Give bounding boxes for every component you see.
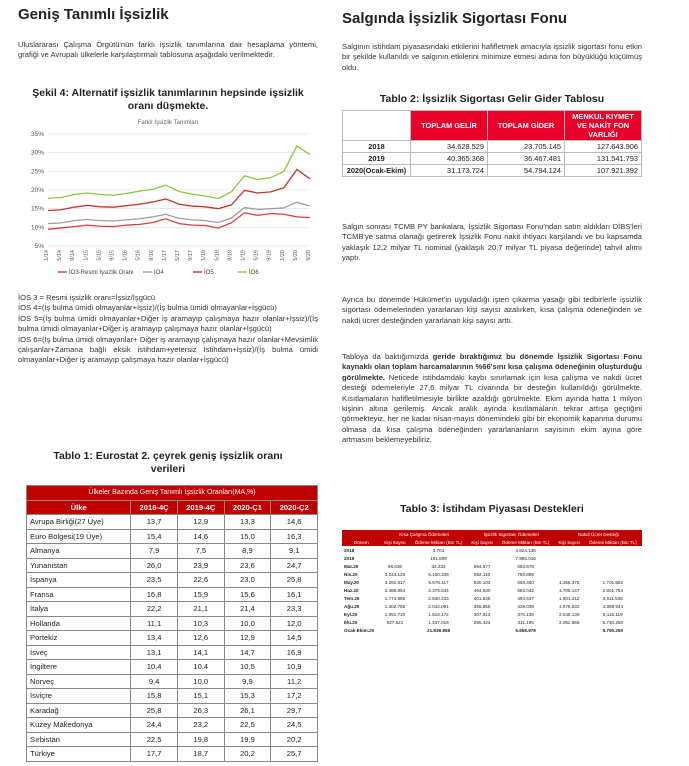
x-tick-label: 9/20 xyxy=(306,250,312,261)
country-cell: İngiltere xyxy=(27,660,131,675)
period-cell: Eki.20 xyxy=(344,619,358,625)
value-cell: 563.042 xyxy=(517,587,534,593)
table1-header-cell: Ülke xyxy=(27,500,131,515)
rate-cell: 12,9 xyxy=(177,515,224,530)
country-cell: Portekiz xyxy=(27,631,131,646)
rate-cell: 26,0 xyxy=(131,558,178,573)
x-tick-label: 1/19 xyxy=(240,250,247,261)
period-cell: Mar.20 xyxy=(344,563,359,569)
table1-row xyxy=(27,674,318,689)
table3-header-cell: Ödeme Miktarı (Bin TL) xyxy=(409,538,467,546)
rate-cell: 24,5 xyxy=(271,718,318,733)
value-cell: 2.045.139 xyxy=(558,611,580,617)
rate-cell: 10,3 xyxy=(177,616,224,631)
legend-label: İO5 xyxy=(204,270,214,276)
line-chart xyxy=(18,118,318,284)
rate-cell: 19,8 xyxy=(177,732,224,747)
x-tick-label: 1/18 xyxy=(201,250,208,261)
rate-cell: 15,1 xyxy=(177,689,224,704)
value-cell xyxy=(381,546,410,554)
value-cell xyxy=(555,554,584,562)
amount-cell: 36.467.481 xyxy=(488,153,565,165)
table3-corner xyxy=(342,530,381,538)
value-cell: 32.232 xyxy=(431,563,446,569)
rate-cell: 16,1 xyxy=(271,587,318,602)
period-cell: Ocak-Ekim.20 xyxy=(344,627,375,633)
country-cell: Hollanda xyxy=(27,616,131,631)
rate-cell: 21,1 xyxy=(177,602,224,617)
value-cell xyxy=(584,562,642,570)
value-cell: 3.243.126 xyxy=(384,571,406,577)
legend-label: İO3-Resmi İşsizlik Oranı xyxy=(69,270,134,276)
rate-cell: 10,5 xyxy=(224,660,271,675)
fund-table xyxy=(342,110,642,177)
table2-header-cell: TOPLAM GİDER xyxy=(488,111,565,141)
table3-header-cell: Kişi Sayısı xyxy=(381,538,410,546)
value-cell: 1.701.582 xyxy=(602,579,623,585)
rate-cell: 16,3 xyxy=(271,529,318,544)
value-cell: 2.640.433 xyxy=(428,595,449,601)
period-cell: Haz.20 xyxy=(344,587,359,593)
period-cell: 2019 xyxy=(344,555,355,561)
table1-row xyxy=(27,703,318,718)
rate-cell: 29,7 xyxy=(271,703,318,718)
value-cell: 311.195 xyxy=(517,619,534,625)
table1-title: Ülkeler Bazında Geniş Tanımlı İşsizlik Oranları(MA,%) xyxy=(27,486,318,501)
value-cell: 594.577 xyxy=(473,563,491,569)
value-cell xyxy=(555,546,584,554)
rate-cell: 9,9 xyxy=(224,674,271,689)
table3-header-cell: Kişi Sayısı xyxy=(468,538,497,546)
rate-cell: 10,0 xyxy=(177,674,224,689)
value-cell xyxy=(555,626,584,634)
value-cell: 530.102 xyxy=(473,579,491,585)
value-cell: 1.358.375 xyxy=(558,579,580,585)
table3-row xyxy=(342,554,642,562)
rate-cell: 15,8 xyxy=(131,689,178,704)
rate-cell: 26,3 xyxy=(177,703,224,718)
value-cell: 464.930 xyxy=(473,587,491,593)
country-cell: İsviçre xyxy=(27,689,131,704)
x-tick-label: 5/16 xyxy=(135,250,142,261)
country-cell: İsveç xyxy=(27,645,131,660)
value-cell: 5.576.117 xyxy=(428,579,449,585)
series-line-0 xyxy=(48,213,310,229)
rate-cell: 13,7 xyxy=(131,515,178,530)
value-cell: 1.976.532 xyxy=(558,603,580,609)
rate-cell: 10,9 xyxy=(271,660,318,675)
table3-header-cell: Ödeme Miktarı (Bin TL) xyxy=(496,538,554,546)
rate-cell: 8,9 xyxy=(224,544,271,559)
y-tick-label: 35% xyxy=(30,131,44,138)
value-cell: 3.611.536 xyxy=(602,595,623,601)
amount-cell: 34.628.529 xyxy=(411,141,488,153)
value-cell: 401.645 xyxy=(473,595,491,601)
period-cell: 2018 xyxy=(344,547,355,553)
table3-row xyxy=(342,602,642,610)
table1-header-cell: 2018-4Ç xyxy=(131,500,178,515)
table3-header-cell: Kişi Sayısı xyxy=(555,538,584,546)
amount-cell: 31.173.724 xyxy=(411,165,488,177)
rate-cell: 16,9 xyxy=(271,645,318,660)
table1-row xyxy=(27,718,318,733)
value-cell: 5.658.979 xyxy=(515,627,536,633)
value-cell: 1.437.019 xyxy=(428,619,449,625)
value-cell: 438.039 xyxy=(517,603,534,609)
rate-cell: 9,1 xyxy=(271,544,318,559)
rate-cell: 23,2 xyxy=(177,718,224,733)
year-cell: 2019 xyxy=(343,153,411,165)
amount-cell: 107.921.392 xyxy=(565,165,642,177)
definitions xyxy=(18,293,318,366)
value-cell: 494.637 xyxy=(517,595,534,601)
table1-row xyxy=(27,515,318,530)
table3-row xyxy=(342,578,642,586)
table3-group-header: Kısa Çalışma Ödemeleri xyxy=(381,530,468,538)
definition-ios6: İOS 6=(İş bulma ümidi olmayanlar+ Diğer iş aramayıp çalışmaya hazır olanlar+Mevsimlik çalışanlar+Zamana bağlı eksik istihdam+yetersiz İstihdam+İşsiz)/(İş bulma ümidi olmayanlar+Diğer iş aramayıp çalışmaya hazır olanlar+İşgücü) xyxy=(18,334,318,365)
country-cell: Sırbistan xyxy=(27,732,131,747)
table1-row xyxy=(27,573,318,588)
table3-row xyxy=(342,610,642,618)
y-tick-label: 30% xyxy=(30,149,44,157)
table1-row xyxy=(27,631,318,646)
rate-cell: 13,4 xyxy=(131,631,178,646)
country-cell: Türkiye xyxy=(27,747,131,762)
definition-ios3: İOS 3 = Resmi işsizlik oranı=İşsiz/İşgücü xyxy=(18,293,156,302)
value-cell: 1.705.147 xyxy=(558,587,580,593)
value-cell: 5.116.119 xyxy=(602,611,623,617)
x-tick-label: 1/15 xyxy=(83,250,90,261)
country-cell: İspanya xyxy=(27,573,131,588)
table3-row xyxy=(342,626,642,634)
rate-cell: 14,7 xyxy=(224,645,271,660)
table3-row xyxy=(342,570,642,578)
value-cell xyxy=(555,562,584,570)
value-cell: 5.100.339 xyxy=(428,571,449,577)
value-cell: 2.042.091 xyxy=(428,603,449,609)
table3-header-cell: Ödeme Miktarı (Bin TL) xyxy=(584,538,642,546)
rate-cell: 10,0 xyxy=(224,616,271,631)
table1-row xyxy=(27,660,318,675)
right-heading: Salgında İşsizlik Sigortası Fonu xyxy=(342,10,568,27)
table2-header-cell: MENKUL KIYMET VE NAKİT FON VARLIĞI xyxy=(565,111,642,141)
rate-cell: 22,6 xyxy=(177,573,224,588)
right-intro: Salgının istihdam piyasasındaki etkilerini hafifletmek amacıyla işsizlik sigortası fonu etkin bir şekilde kullanıldı ve salgının etkilerini minimize etmesi adına fon büyüklüğü küçülmüş oldu. xyxy=(342,42,642,72)
value-cell: 683.678 xyxy=(517,563,534,569)
x-tick-label: 1/16 xyxy=(122,250,129,261)
rate-cell: 12,9 xyxy=(224,631,271,646)
table2-header-cell xyxy=(343,111,411,141)
year-cell: 2020(Ocak-Ekim) xyxy=(343,165,411,177)
para-analysis-bold: geride bıraktığımız bu dönemde İşsizlik Sigortası Fonu kaynaklı olan toplam harcamalarının %66'sını kısa çalışma ödeneğinin oluşturduğu görülmekte. xyxy=(342,352,642,382)
country-cell: İtalya xyxy=(27,602,131,617)
period-cell: Nis.20 xyxy=(344,571,358,577)
value-cell xyxy=(468,546,497,554)
value-cell: 3.375.844 xyxy=(428,587,449,593)
x-tick-label: 5/15 xyxy=(96,250,103,261)
rate-cell: 21,4 xyxy=(224,602,271,617)
rate-cell: 15,0 xyxy=(224,529,271,544)
table2-row xyxy=(343,141,642,153)
table2-caption: Tablo 2: İşsizlik Sigortası Gelir Gider Tablosu xyxy=(379,93,605,105)
table1-row xyxy=(27,602,318,617)
table2-header-cell: TOPLAM GELİR xyxy=(411,111,488,141)
value-cell: 1.302.755 xyxy=(384,603,406,609)
value-cell: 656.460 xyxy=(517,579,534,585)
rate-cell: 10,4 xyxy=(177,660,224,675)
rate-cell: 9,4 xyxy=(131,674,178,689)
country-cell: Fransa xyxy=(27,587,131,602)
eurostat-table xyxy=(26,485,318,762)
value-cell xyxy=(584,570,642,578)
figure-caption: Şekil 4: Alternatif işsizlik tanımlarının hepsinde işsizlik oranı düşmekte. xyxy=(32,87,304,112)
rate-cell: 23,3 xyxy=(271,602,318,617)
para-analysis xyxy=(342,352,642,446)
value-cell xyxy=(468,626,497,634)
rate-cell: 12,6 xyxy=(177,631,224,646)
table3-header-cell: Dönem xyxy=(342,538,381,546)
table3-row xyxy=(342,546,642,554)
country-cell: Kuzey Makedonya xyxy=(27,718,131,733)
value-cell: 7.985.016 xyxy=(515,555,536,561)
value-cell: 4.824.136 xyxy=(515,547,536,553)
chart-title: Farklı İşsizlik Tanımları xyxy=(137,120,199,126)
rate-cell: 20,2 xyxy=(224,747,271,762)
rate-cell: 24,4 xyxy=(131,718,178,733)
x-tick-label: 5/18 xyxy=(214,250,221,261)
x-tick-label: 5/20 xyxy=(292,250,299,261)
amount-cell: 127.643.906 xyxy=(565,141,642,153)
value-cell: 307.812 xyxy=(473,611,491,617)
rate-cell: 11,1 xyxy=(131,616,178,631)
rate-cell: 15,4 xyxy=(131,529,178,544)
rate-cell: 22,5 xyxy=(224,718,271,733)
value-cell: 181.809 xyxy=(430,555,447,561)
table2-row xyxy=(343,153,642,165)
table1-row xyxy=(27,645,318,660)
table1-row xyxy=(27,732,318,747)
table1-row xyxy=(27,558,318,573)
x-tick-label: 1/17 xyxy=(161,250,168,261)
period-cell: Ağu.20 xyxy=(344,603,360,609)
country-cell: Euro Bölgesi(19 Üye) xyxy=(27,529,131,544)
para-analysis-pre: Tabloya da baktığımızda xyxy=(342,352,433,361)
value-cell xyxy=(381,626,410,634)
table3-row xyxy=(342,594,642,602)
x-tick-label: 5/14 xyxy=(57,250,64,261)
table1-row xyxy=(27,747,318,762)
period-cell: Eyl.20 xyxy=(344,611,358,617)
x-tick-label: 9/16 xyxy=(148,250,155,261)
rate-cell: 23,9 xyxy=(177,558,224,573)
table1-header-cell: 2019-4Ç xyxy=(177,500,224,515)
value-cell: 5.750.250 xyxy=(602,627,623,633)
rate-cell: 22,5 xyxy=(131,732,178,747)
rate-cell: 10,4 xyxy=(131,660,178,675)
value-cell: 750.895 xyxy=(517,571,534,577)
legend-label: İO4 xyxy=(154,270,164,276)
amount-cell: 23.705.145 xyxy=(488,141,565,153)
value-cell: 4.398.944 xyxy=(602,603,623,609)
year-cell: 2018 xyxy=(343,141,411,153)
table1-row xyxy=(27,544,318,559)
amount-cell: 131.541.793 xyxy=(565,153,642,165)
table3-row xyxy=(342,586,642,594)
value-cell xyxy=(584,546,642,554)
y-tick-label: 10% xyxy=(30,224,44,232)
rate-cell: 11,2 xyxy=(271,674,318,689)
value-cell: 1.774.865 xyxy=(384,595,406,601)
rate-cell: 15,9 xyxy=(177,587,224,602)
table3-group-header: Nakdi Ücret Desteği xyxy=(555,530,642,538)
rate-cell: 14,6 xyxy=(271,515,318,530)
table3-group-header: İşsizlik Sigortası Ödemeleri xyxy=(468,530,555,538)
y-tick-label: 20% xyxy=(30,187,44,194)
x-tick-label: 9/15 xyxy=(109,250,116,261)
table3-row xyxy=(342,562,642,570)
rate-cell: 14,6 xyxy=(177,529,224,544)
x-tick-label: 1/14 xyxy=(44,250,50,261)
period-cell: Tem.20 xyxy=(344,595,360,601)
para-tcmb: Salgın sonrası TCMB PY bankalara, İşsizlik Sigortası Fonu'ndan satın aldıkları DİBS'leri TCMB'ye satma olanağı getirerek İşsizlik Fonu nakit ihtiyacı karşılandı ve bu kapsamda yaklaşık 12,2 milyar TL nominal (yaklaşık 20,7 milyar TL piyasa değerinde) tahvil alımı yaptı. xyxy=(342,222,642,263)
definition-ios4: İOS 4=(İş bulma ümidi olmayanlar+İşsiz)/(İş bulma ümidi olmayanlar+İşgücü) xyxy=(18,303,277,313)
value-cell: 3.282.817 xyxy=(384,579,406,585)
rate-cell: 25,8 xyxy=(131,703,178,718)
table1-row xyxy=(27,689,318,704)
table1-caption: Tablo 1: Eurostat 2. çeyrek geniş işsizlik oranı verileri xyxy=(53,450,283,475)
table1-row xyxy=(27,529,318,544)
rate-cell: 14,5 xyxy=(271,631,318,646)
value-cell: 3.701 xyxy=(432,547,445,553)
rate-cell: 17,2 xyxy=(271,689,318,704)
left-intro: Uluslararası Çalışma Örgütü'nün farklı işsizlik tanımlarına dair hesaplama yöntemi, grafiği ve Avrupalı ülkelerle karşılaştırmalı tablosuna aşağıdaki verilmektedir. xyxy=(18,40,318,60)
table3-caption: Tablo 3: İstihdam Piyasası Destekleri xyxy=(400,503,584,515)
country-cell: Avrupa Birliği(27 Üye) xyxy=(27,515,131,530)
value-cell: 370.135 xyxy=(517,611,534,617)
rate-cell: 13,3 xyxy=(224,515,271,530)
value-cell: 2.486.854 xyxy=(384,587,406,593)
rate-cell: 23,0 xyxy=(224,573,271,588)
employment-support-table xyxy=(342,530,642,634)
rate-cell: 18,7 xyxy=(177,747,224,762)
table1-row xyxy=(27,616,318,631)
value-cell: 2.082.668 xyxy=(558,619,580,625)
rate-cell: 13,1 xyxy=(131,645,178,660)
table1-header-cell: 2020-Ç2 xyxy=(271,500,318,515)
x-tick-label: 9/17 xyxy=(188,250,195,261)
para-measures: Ayrıca bu dönemde Hükümet'in uyguladığı işten çıkarma yasağı gibi tedbirlerle işsizlik sigortası ödemelerinden yararlanan kişi sayısı azalırken, kısa çalışma ödeneğinden ve nakdi ücret desteğinden yararlanan kişi sayısı arttı. xyxy=(342,295,642,325)
rate-cell: 22,2 xyxy=(131,602,178,617)
value-cell: 21.839.858 xyxy=(427,627,451,633)
table1-row xyxy=(27,587,318,602)
value-cell: 1.616.172 xyxy=(428,611,449,617)
left-heading: Geniş Tanımlı İşsizlik xyxy=(18,6,169,23)
rate-cell: 14,1 xyxy=(177,645,224,660)
rate-cell: 23,6 xyxy=(224,558,271,573)
value-cell: 2.801.754 xyxy=(602,587,623,593)
rate-cell: 7,9 xyxy=(131,544,178,559)
rate-cell: 12,0 xyxy=(271,616,318,631)
y-tick-label: 15% xyxy=(30,205,44,213)
x-tick-label: 9/14 xyxy=(70,250,77,261)
value-cell xyxy=(555,570,584,578)
x-tick-label: 5/17 xyxy=(175,250,181,261)
value-cell xyxy=(468,554,497,562)
country-cell: Yunanistan xyxy=(27,558,131,573)
y-tick-label: 5% xyxy=(34,243,44,250)
value-cell: 1.901.212 xyxy=(558,595,580,601)
rate-cell: 16,8 xyxy=(131,587,178,602)
value-cell: 5.730.250 xyxy=(602,619,623,625)
rate-cell: 15,3 xyxy=(224,689,271,704)
value-cell: 927.621 xyxy=(386,619,404,625)
value-cell: 356.858 xyxy=(473,603,491,609)
period-cell: May.20 xyxy=(344,579,359,585)
rate-cell: 15,6 xyxy=(224,587,271,602)
x-tick-label: 1/20 xyxy=(279,250,286,261)
value-cell xyxy=(381,554,410,562)
value-cell: 1.051.710 xyxy=(384,611,406,617)
rate-cell: 25,8 xyxy=(271,573,318,588)
rate-cell: 24,7 xyxy=(271,558,318,573)
rate-cell: 20,2 xyxy=(271,732,318,747)
value-cell: 592.110 xyxy=(473,571,491,577)
table2-row xyxy=(343,165,642,177)
value-cell xyxy=(584,554,642,562)
para-analysis-post: Neticede istihdamdaki kaybı sınırlamak için kısa çalışma ve nakdi ücret desteği ödemeleriyle 27,6 milyar TL civarında bir desteğin kullanıldığı görülmekte. Kısıtlamaların hafifletilmesiyle birlikte azaldığı görülmekte. Ekim ayında hatta 1 milyon kişinin altına gerilemiş. Ancak aralık ayında kısıtlamaların tekrar artışa geçtiğini görmekteyiz, her ne kadar nisan-mayıs dönemindeki gibi bir ekonomik kapanma durumu olmasa da kısa çalışma ödeneğinden yararlananların sayısının ekim ayına göre artmasını beklemeyebiliriz. xyxy=(342,372,642,445)
country-cell: Norveç xyxy=(27,674,131,689)
country-cell: Almanya xyxy=(27,544,131,559)
series-line-3 xyxy=(48,146,310,199)
y-tick-label: 25% xyxy=(30,168,44,176)
rate-cell: 23,5 xyxy=(131,573,178,588)
table1-header-cell: 2020-Ç1 xyxy=(224,500,271,515)
legend-label: İO6 xyxy=(249,270,259,276)
rate-cell: 26,1 xyxy=(224,703,271,718)
value-cell: 96.636 xyxy=(387,563,402,569)
amount-cell: 40.365.368 xyxy=(411,153,488,165)
rate-cell: 17,7 xyxy=(131,747,178,762)
country-cell: Karadağ xyxy=(27,703,131,718)
x-tick-label: 9/19 xyxy=(266,250,273,261)
chart-svg xyxy=(18,118,318,284)
definition-ios5: İOS 5=(İş bulma ümidi olmayanlar+Diğer iş aramayıp çalışmaya hazır olanlar+İşsiz)/(İş bulma ümidi olmayanlar+Diğer iş aramayıp çalışmaya hazır olanlar+İşgücü) xyxy=(18,313,318,334)
x-tick-label: 5/19 xyxy=(253,250,260,261)
table3-row xyxy=(342,618,642,626)
rate-cell: 19,9 xyxy=(224,732,271,747)
rate-cell: 25,7 xyxy=(271,747,318,762)
value-cell: 255.424 xyxy=(473,619,491,625)
amount-cell: 54.794.124 xyxy=(488,165,565,177)
x-tick-label: 9/18 xyxy=(227,250,234,261)
rate-cell: 7,5 xyxy=(177,544,224,559)
